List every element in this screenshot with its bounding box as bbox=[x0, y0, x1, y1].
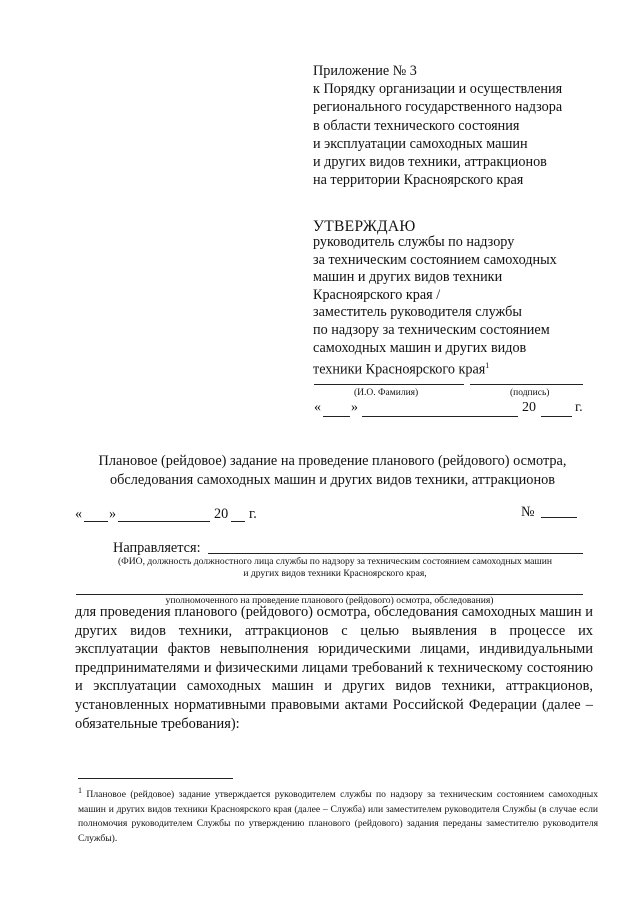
appendix-line: к Порядку организации и осуществления bbox=[313, 81, 563, 98]
directed-line[interactable] bbox=[208, 553, 583, 554]
body-paragraph: для проведения планового (рейдового) осмотра, обследования самоходных машин и других видов техники, аттракционов с целью выявления в процессе их эксплуатации фактов невыполнения юридическими лицами, индивидуальными предпринимателями и физическими лицами требований к техническому состоянию и эксплуатации самоходных машин и других видов техники, аттракционов, установленных нормативными правовыми актами Российской Федерации (далее – обязательные требования): bbox=[75, 604, 593, 732]
task-month-line[interactable] bbox=[118, 521, 210, 522]
approval-line: самоходных машин и других видов bbox=[313, 339, 527, 356]
approval-date-close: » bbox=[351, 400, 358, 415]
approval-year-suffix: г. bbox=[575, 400, 583, 415]
footnote-separator bbox=[78, 778, 233, 779]
approval-line: заместитель руководителя службы bbox=[313, 304, 522, 321]
approval-line: руководитель службы по надзору bbox=[313, 234, 515, 250]
footnote-text: Плановое (рейдовое) задание утверждается руководителем службы по надзору за техническим состоянием самоходных машин и других видов техники Красноярского края (далее – Служба) или заместителем руководителя Службы (в случае если полномочия руководителем Службы по утверждению планового (рейдового) задания переданы заместителю руководителя Службы). bbox=[78, 789, 598, 844]
task-date-open: « bbox=[75, 506, 83, 522]
appendix-block bbox=[313, 62, 562, 189]
appendix-line: в области технического состояния bbox=[313, 117, 520, 134]
task-year-suffix: г. bbox=[249, 506, 257, 522]
approval-year-line[interactable] bbox=[541, 416, 572, 417]
appendix-line: регионального государственного надзора bbox=[313, 99, 563, 116]
appendix-line: и эксплуатации самоходных машин bbox=[313, 135, 528, 152]
appendix-line: Приложение № 3 bbox=[313, 63, 417, 79]
footnote-mark: 1 bbox=[78, 786, 82, 795]
directed-caption: и других видов техники Красноярского края, bbox=[243, 568, 427, 579]
approval-heading: УТВЕРЖДАЮ bbox=[313, 218, 416, 235]
number-label: № bbox=[521, 504, 535, 520]
task-day-line[interactable] bbox=[84, 521, 108, 522]
approval-month-line[interactable] bbox=[362, 416, 518, 417]
approval-date-open: « bbox=[314, 400, 321, 415]
footnote-ref: 1 bbox=[485, 361, 490, 371]
signature-caption: (подпись) bbox=[510, 388, 550, 398]
approval-line: за техническим состоянием самоходных bbox=[313, 251, 557, 268]
task-year-line[interactable] bbox=[231, 521, 245, 522]
task-date-close: » bbox=[109, 506, 117, 522]
title-line: обследования самоходных машин и других видов техники, аттракционов bbox=[109, 471, 555, 488]
approval-line: по надзору за техническим состоянием bbox=[313, 321, 550, 338]
approval-last-line: техники Красноярского края$^1$ bbox=[313, 361, 490, 378]
approval-block bbox=[313, 234, 557, 379]
directed-caption: (ФИО, должность должностного лица службы по надзору за техническим состоянием самоходных машин bbox=[117, 556, 553, 567]
appendix-line: на территории Красноярского края bbox=[313, 172, 524, 189]
appendix-line: и других видов техники, аттракционов bbox=[313, 154, 547, 171]
name-caption: (И.О. Фамилия) bbox=[354, 388, 419, 398]
directed-label: Направляется: bbox=[113, 540, 201, 556]
name-line[interactable] bbox=[314, 384, 464, 385]
task-year-prefix: 20 bbox=[214, 506, 229, 522]
approval-line: машин и других видов техники bbox=[313, 269, 503, 286]
number-line[interactable] bbox=[541, 517, 577, 518]
approval-year-prefix: 20 bbox=[522, 400, 536, 415]
approval-day-line[interactable] bbox=[323, 416, 350, 417]
document-title bbox=[60, 452, 605, 489]
signature-line[interactable] bbox=[470, 384, 583, 385]
title-line: Плановое (рейдовое) задание на проведение планового (рейдового) осмотра, bbox=[98, 453, 567, 469]
approval-line: Красноярского края / bbox=[313, 286, 441, 303]
footnote bbox=[78, 784, 598, 847]
directed-caption: уполномоченного на проведение планового (рейдового) осмотра, обследования) bbox=[165, 595, 494, 606]
